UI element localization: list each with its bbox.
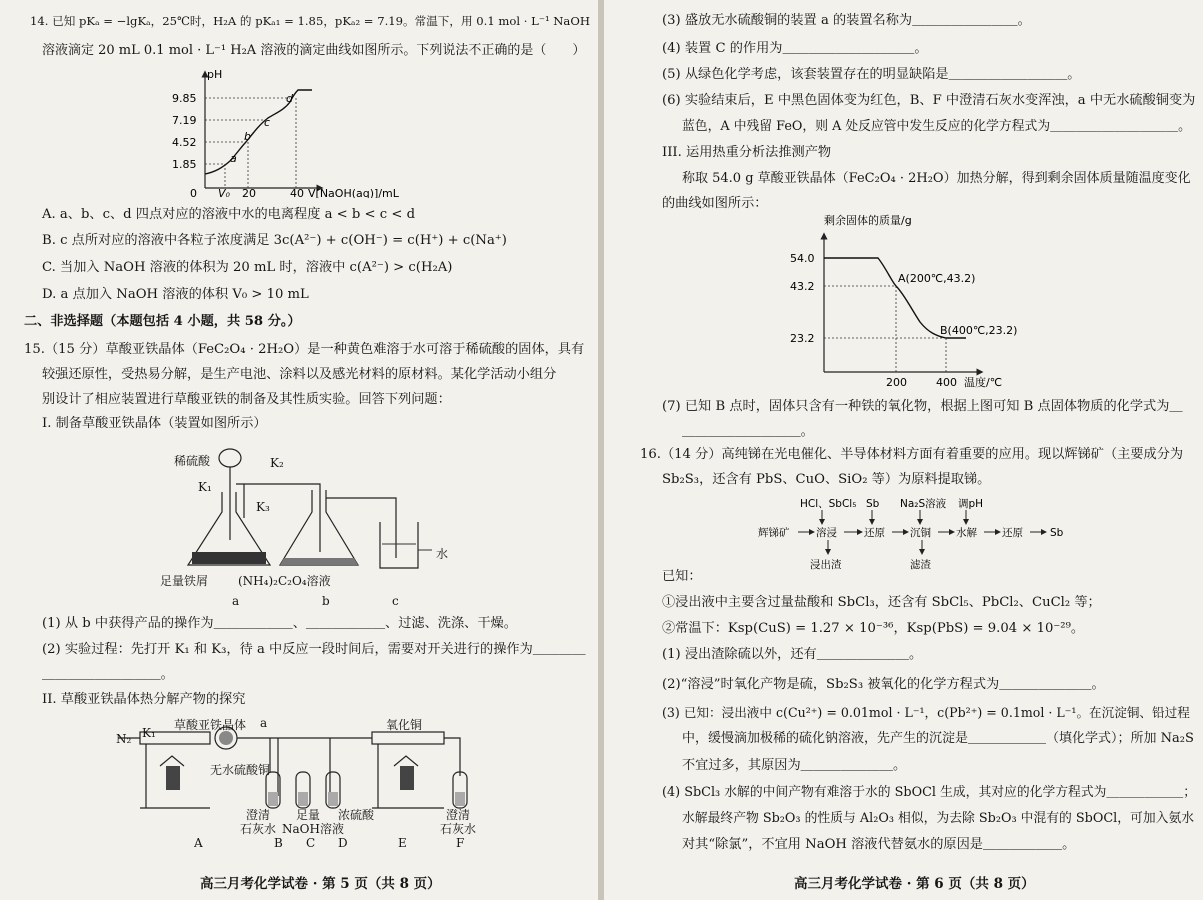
label-F: F <box>456 836 465 850</box>
label-k2: K₂ <box>270 456 284 470</box>
label-k3: K₃ <box>256 500 270 514</box>
q15-stem-line-3: 别设计了相应装置进行草酸亚铁的制备及其性质实验。回答下列问题： <box>42 392 451 407</box>
point-b: b <box>244 130 251 143</box>
y-tick-1.85: 1.85 <box>172 158 197 171</box>
burner-a <box>166 766 180 790</box>
q15-part-2-heading: II. 草酸亚铁晶体热分解产物的探究 <box>42 692 246 707</box>
flow-ore: 辉锑矿 <box>758 527 790 539</box>
x-axis-title: V[NaOH(aq)]/mL <box>308 187 399 198</box>
flow-reduce-1: 还原 <box>864 527 885 539</box>
q16-sub-3-cont-1: 中，缓慢滴加极稀的硫化钠溶液，先产生的沉淀是＿＿＿＿＿＿（填化学式）；所加 Na₂S <box>682 731 1194 746</box>
label-ferrous-oxalate-crystal: 草酸亚铁晶体 <box>174 718 247 732</box>
flow-residue-2: 滤渣 <box>910 559 931 571</box>
tube-e <box>372 732 444 744</box>
label-b: b <box>322 594 330 608</box>
thermogravimetric-chart <box>780 212 1040 392</box>
q15-sub-3: (3) 盛放无水硫酸铜的装置 a 的装置名称为＿＿＿＿＿＿＿＿。 <box>662 13 1031 28</box>
label-B: B <box>274 836 283 850</box>
label-limewater-f-line-1: 澄清 <box>446 808 471 822</box>
tg-x-tick-200: 200 <box>886 376 907 389</box>
q15-stem-line-1: 15.（15 分）草酸亚铁晶体（FeC₂O₄ · 2H₂O）是一种黄色难溶于水可溶于稀硫酸的固体，具有 <box>24 342 585 357</box>
label-anhydrous-copper-sulfate: 无水硫酸铜 <box>210 763 271 777</box>
label-limewater-b-line-2: 石灰水 <box>240 822 277 836</box>
tube-b-c <box>326 498 396 558</box>
q14-option-d: D. a 点加入 NaOH 溶液的体积 V₀ > 10 mL <box>42 287 309 302</box>
q16-known-2: ②常温下：Ksp(CuS) = 1.27 × 10⁻³⁶，Ksp(PbS) = 9.04 × 10⁻²⁹。 <box>662 621 1085 636</box>
q16-sub-4-cont-2: 对其“除氯”，不宜用 NaOH 溶液代替氨水的原因是＿＿＿＿＿＿。 <box>682 837 1076 852</box>
q14-option-c: C. 当加入 NaOH 溶液的体积为 20 mL 时，溶液中 c(A²⁻) > c(H₂A) <box>42 260 453 275</box>
q15-sub-7-blank: ＿＿＿＿＿＿＿＿＿。 <box>682 424 814 439</box>
lamp-a <box>160 756 184 766</box>
iron-filings <box>192 552 266 564</box>
q15-tg-line-2: 的曲线如图所示： <box>662 196 768 211</box>
q16-sub-4: (4) SbCl₃ 水解的中间产物有难溶于水的 SbOCl 生成，其对应的化学方程式为＿＿＿＿＿＿； <box>662 785 1197 800</box>
point-d: d <box>286 92 293 105</box>
label-A: A <box>194 836 203 850</box>
q15-stem-line-2: 较强还原性，受热易分解，是生产电池、涂料以及感光材料的原材料。某化学活动小组分 <box>42 367 557 382</box>
oxalate-solution <box>280 558 358 565</box>
flow-reduce-2: 还原 <box>1002 527 1023 539</box>
point-a: a <box>230 152 237 165</box>
y-tick-7.19: 7.19 <box>172 114 197 127</box>
q16-stem-line-2: Sb₂S₃，还含有 PbS、CuO、SiO₂ 等）为原料提取锑。 <box>662 472 991 487</box>
label-k1-part2: K₁ <box>142 726 156 740</box>
process-flow-chart <box>754 496 1084 574</box>
tg-y-tick-23.2: 23.2 <box>790 332 815 345</box>
burner-e <box>400 766 414 790</box>
flow-precip-copper: 沉铜 <box>910 527 931 539</box>
q14-stem-line-2: 溶液滴定 20 mL 0.1 mol · L⁻¹ H₂A 溶液的滴定曲线如图所示。下列说法不正确的是（ ） <box>42 43 586 58</box>
point-labels <box>230 92 294 165</box>
page-5-footer: 高三月考化学试卷 · 第 5 页（共 8 页） <box>200 876 441 892</box>
section-2-heading: 二、非选择题（本题包括 4 小题，共 58 分。） <box>24 314 301 329</box>
dropping-funnel <box>219 449 241 467</box>
beaker-c <box>380 522 418 568</box>
q16-known-1: ①浸出液中主要含过量盐酸和 SbCl₃，还含有 SbCl₅、PbCl₂、CuCl₂ 等； <box>662 595 1101 610</box>
y-tick-4.52: 4.52 <box>172 136 197 149</box>
q16-sub-4-cont-1: 水解最终产物 Sb₂O₃ 的性质与 Al₂O₃ 相似，为去除 Sb₂O₃ 中混有的 SbOCl，可加入氨水 <box>682 811 1195 826</box>
q16-stem-line-1: 16.（14 分）高纯锑在光电催化、半导体材料方面有着重要的应用。现以辉锑矿（主要成分为 <box>640 447 1184 462</box>
x-tick-v0: V₀ <box>218 187 230 198</box>
tg-y-tick-43.2: 43.2 <box>790 280 815 293</box>
flask-b <box>280 490 358 565</box>
label-c: c <box>392 594 399 608</box>
tg-point-a: A(200℃,43.2) <box>898 272 976 285</box>
label-a: a <box>232 594 240 608</box>
flow-residue-1: 浸出渣 <box>810 559 842 571</box>
flow-reagent-ph: 调pH <box>958 498 984 510</box>
label-n2: N₂ <box>116 732 132 746</box>
label-dilute-sulfuric-acid: 稀硫酸 <box>174 454 211 468</box>
tube-a-b <box>236 484 320 552</box>
flow-product-sb: Sb <box>1050 527 1064 539</box>
point-c: c <box>264 116 271 129</box>
q15-sub-7: (7) 已知 B 点时，固体只含有一种铁的氧化物，根据上图可知 B 点固体物质的化学式为＿ <box>662 399 1183 414</box>
q15-part-1-heading: I. 制备草酸亚铁晶体（装置如图所示） <box>42 416 267 431</box>
tg-point-b: B(400℃,23.2) <box>940 324 1018 337</box>
tg-x-tick-400: 400 <box>936 376 957 389</box>
flow-leach: 溶浸 <box>816 527 837 539</box>
y-axis-title: pH <box>207 68 223 81</box>
tg-y-tick-54: 54.0 <box>790 252 815 265</box>
tg-x-title: 温度/℃ <box>964 376 1003 389</box>
label-ammonium-oxalate: (NH₄)₂C₂O₄溶液 <box>238 574 331 588</box>
flow-reagent-leach: HCl、SbCl₅ <box>800 498 857 510</box>
label-limewater-b-line-1: 澄清 <box>246 808 271 822</box>
label-a-dryer: a <box>260 716 268 730</box>
y-tick-9.85: 9.85 <box>172 92 197 105</box>
page-6 <box>604 0 1203 900</box>
q15-sub-6: (6) 实验结束后，E 中黑色固体变为红色，B、F 中澄清石灰水变浑浊，a 中无水硫酸铜变为 <box>662 93 1196 108</box>
label-naoh-line-2: NaOH溶液 <box>282 822 344 836</box>
q15-sub-4: (4) 装置 C 的作用为＿＿＿＿＿＿＿＿＿＿。 <box>662 41 928 56</box>
decomposition-apparatus-diagram <box>110 716 480 826</box>
titration-curve-chart <box>150 66 450 198</box>
q14-option-a: A. a、b、c、d 四点对应的溶液中水的电离程度 a < b < c < d <box>42 207 416 222</box>
q15-part-3-heading: III. 运用热重分析法推测产物 <box>662 145 832 160</box>
bleed-through-texture <box>954 190 966 207</box>
q16-sub-3-cont-2: 不宜过多，其原因为＿＿＿＿＿＿＿。 <box>682 758 907 773</box>
q16-sub-1: (1) 浸出渣除硫以外，还有＿＿＿＿＿＿＿。 <box>662 647 923 662</box>
lamp-e <box>394 756 418 766</box>
x-tick-40: 40 <box>290 187 304 198</box>
anhydrous-cuso4 <box>219 731 233 745</box>
q15-sub-1: (1) 从 b 中获得产品的操作为＿＿＿＿＿＿、＿＿＿＿＿＿、过滤、洗涤、干燥。 <box>42 616 517 631</box>
tg-y-title: 剩余固体的质量/g <box>824 214 912 227</box>
label-conc-sulfuric-acid: 浓硫酸 <box>338 808 375 822</box>
dashed-guides <box>205 98 296 188</box>
flow-reagent-sb: Sb <box>866 498 880 510</box>
label-k1: K₁ <box>198 480 212 494</box>
label-water: 水 <box>436 547 449 561</box>
q16-known-heading: 已知： <box>662 569 702 584</box>
label-E: E <box>398 836 407 850</box>
origin-label: 0 <box>190 187 197 198</box>
page-5 <box>0 0 598 900</box>
q14-option-b: B. c 点所对应的溶液中各粒子浓度满足 3c(A²⁻) + c(OH⁻) = c(H⁺) + c(Na⁺) <box>42 233 507 248</box>
q15-sub-6-cont: 蓝色，A 中残留 FeO，则 A 处反应管中发生反应的化学方程式为＿＿＿＿＿＿＿＿＿＿。 <box>682 119 1191 134</box>
flow-reagent-na2s: Na₂S溶液 <box>900 498 947 510</box>
q16-sub-2: (2)“溶浸”时氧化产物是硫，Sb₂S₃ 被氧化的化学方程式为＿＿＿＿＿＿＿。 <box>662 677 1105 692</box>
q14-stem-line-1: 14. 已知 pKₐ = −lgKₐ，25℃时，H₂A 的 pKₐ₁ = 1.85，pKₐ₂ = 7.19。常温下，用 0.1 mol · L⁻¹ NaOH <box>30 14 590 28</box>
q15-sub-5: (5) 从绿色化学考虑，该套装置存在的明显缺陷是＿＿＿＿＿＿＿＿＿。 <box>662 67 1081 82</box>
label-C: C <box>306 836 316 850</box>
label-limewater-f-line-2: 石灰水 <box>440 822 477 836</box>
page-6-footer: 高三月考化学试卷 · 第 6 页（共 8 页） <box>794 876 1035 892</box>
flow-hydrolysis: 水解 <box>956 527 977 539</box>
label-iron-filings: 足量铁屑 <box>160 574 209 588</box>
label-naoh-line-1: 足量 <box>296 808 321 822</box>
q15-tg-line-1: 称取 54.0 g 草酸亚铁晶体（FeC₂O₄ · 2H₂O）加热分解，得到剩余固体质量随温度变化 <box>682 171 1191 186</box>
x-tick-20: 20 <box>242 187 256 198</box>
q15-sub-2-blank: ＿＿＿＿＿＿＿＿＿。 <box>42 667 174 682</box>
label-D: D <box>338 836 348 850</box>
q16-sub-3: (3) 已知：浸出液中 c(Cu²⁺) = 0.01mol · L⁻¹，c(Pb²⁺) = 0.1mol · L⁻¹。在沉淀铜、铅过程 <box>662 705 1190 720</box>
y-tick-labels <box>172 92 197 171</box>
q15-sub-2: (2) 实验过程：先打开 K₁ 和 K₃，待 a 中反应一段时间后，需要对开关进行的操作为＿＿＿＿ <box>42 642 586 657</box>
label-copper-oxide: 氧化铜 <box>386 718 423 732</box>
